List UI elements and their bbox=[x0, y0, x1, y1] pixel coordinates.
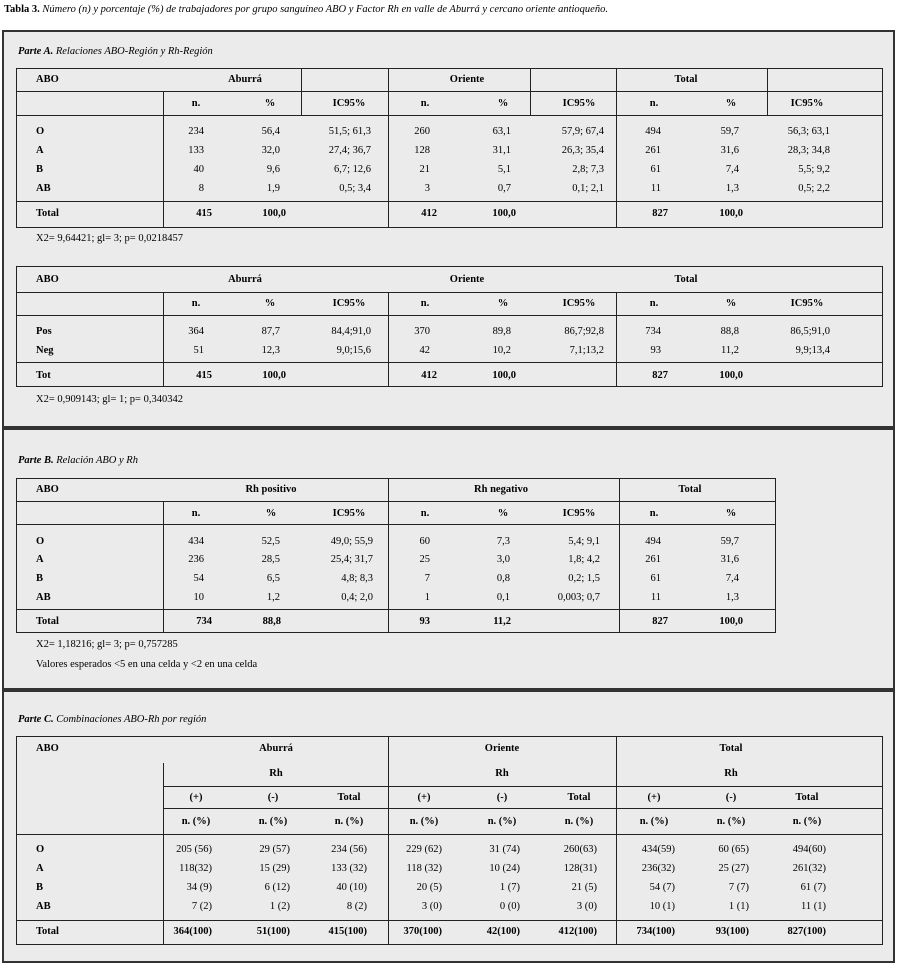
table-cell: 57,9; 67,4 bbox=[561, 126, 604, 137]
sub-header: % bbox=[264, 298, 276, 309]
table-cell: 260(63) bbox=[563, 844, 597, 855]
sub-header: n. (%) bbox=[487, 816, 517, 827]
total-cell: 415(100) bbox=[328, 926, 367, 937]
divider bbox=[16, 920, 883, 921]
table-cell: 6 (12) bbox=[264, 882, 290, 893]
table-cell: 8 bbox=[198, 183, 204, 194]
table-cell: 89,8 bbox=[492, 326, 511, 337]
table-cell: 93 bbox=[650, 345, 661, 356]
total-cell: 412(100) bbox=[558, 926, 597, 937]
total-cell: 827 bbox=[652, 370, 668, 381]
table-cell: 7,1;13,2 bbox=[569, 345, 604, 356]
stat-text: X2= 0,909143; gl= 1; p= 0,340342 bbox=[36, 394, 183, 405]
table-cell: 5,5; 9,2 bbox=[798, 164, 830, 175]
table-cell: 434 bbox=[188, 536, 204, 547]
table-cell: 234 bbox=[188, 126, 204, 137]
table-cell: 0,1 bbox=[496, 592, 510, 603]
total-label: Total bbox=[36, 208, 59, 219]
table-cell: 7,4 bbox=[725, 164, 739, 175]
table-cell: 28,5 bbox=[261, 554, 280, 565]
table-cell: 3 (0) bbox=[576, 901, 597, 912]
group-header: Oriente bbox=[484, 743, 520, 754]
table-cell: 494(60) bbox=[792, 844, 826, 855]
table-cell: 0,5; 3,4 bbox=[339, 183, 371, 194]
table-cell: 7 (7) bbox=[728, 882, 749, 893]
sub-header: % bbox=[264, 98, 276, 109]
table-cell: 6,7; 12,6 bbox=[333, 164, 371, 175]
sub-header: n. (%) bbox=[409, 816, 439, 827]
table-cell: 1 bbox=[424, 592, 430, 603]
row-label: O bbox=[36, 126, 45, 137]
sub-header: n. bbox=[649, 298, 659, 309]
table-cell: 51,5; 61,3 bbox=[328, 126, 371, 137]
table-cell: 25,4; 31,7 bbox=[330, 554, 373, 565]
table-cell: 29 (57) bbox=[259, 844, 290, 855]
group-header: Oriente bbox=[449, 274, 485, 285]
divider bbox=[619, 478, 620, 633]
table-cell: 32,0 bbox=[261, 145, 280, 156]
total-cell: 100,0 bbox=[492, 208, 516, 219]
total-label: Tot bbox=[36, 370, 51, 381]
sub-header: n. (%) bbox=[792, 816, 822, 827]
table-cell: 364 bbox=[188, 326, 204, 337]
table-cell: 7 (2) bbox=[191, 901, 212, 912]
divider bbox=[16, 91, 883, 92]
divider bbox=[616, 736, 617, 945]
total-label: Total bbox=[36, 926, 59, 937]
table-cell: 11,2 bbox=[721, 345, 739, 356]
table-cell: 88,8 bbox=[720, 326, 739, 337]
table-cell: 0,2; 1,5 bbox=[568, 573, 600, 584]
divider bbox=[16, 609, 776, 610]
divider bbox=[163, 91, 164, 228]
sub-header: IC95% bbox=[332, 508, 366, 519]
table-cell: 4,8; 8,3 bbox=[341, 573, 373, 584]
table-cell: 21 bbox=[419, 164, 430, 175]
total-cell: 100,0 bbox=[719, 370, 743, 381]
table-cell: 31,6 bbox=[720, 145, 739, 156]
table-cell: 49,0; 55,9 bbox=[330, 536, 373, 547]
sub-header: % bbox=[725, 298, 737, 309]
table-cell: 61 bbox=[650, 164, 661, 175]
total-cell: 100,0 bbox=[719, 616, 743, 627]
column-header-abo: ABO bbox=[36, 274, 59, 285]
table-cell: 12,3 bbox=[261, 345, 280, 356]
column-header-abo: ABO bbox=[36, 484, 59, 495]
row-label: B bbox=[36, 573, 44, 584]
table-cell: 31,6 bbox=[720, 554, 739, 565]
table-cell: 54 (7) bbox=[649, 882, 675, 893]
table-cell: 118(32) bbox=[179, 863, 212, 874]
table-cell: 5,1 bbox=[497, 164, 511, 175]
table-cell: 20 (5) bbox=[416, 882, 442, 893]
table-cell: 236 bbox=[188, 554, 204, 565]
rh-header: Rh bbox=[724, 768, 738, 779]
table-cell: 0,5; 2,2 bbox=[798, 183, 830, 194]
sub-header: n. bbox=[420, 98, 430, 109]
group-header: Total bbox=[674, 274, 698, 285]
sub-header: n. bbox=[420, 508, 430, 519]
divider bbox=[616, 292, 617, 387]
group-header: Rh positivo bbox=[245, 484, 297, 495]
sign-header: (+) bbox=[647, 792, 661, 803]
table-cell: 1 (7) bbox=[499, 882, 520, 893]
table-cell: 52,5 bbox=[261, 536, 280, 547]
sign-header: Total bbox=[795, 792, 819, 803]
table-abo-region bbox=[16, 68, 883, 228]
table-cell: 205 (56) bbox=[176, 844, 212, 855]
stat-text: X2= 1,18216; gl= 3; p= 0,757285 bbox=[36, 639, 178, 650]
table-cell: 9,0;15,6 bbox=[336, 345, 371, 356]
table-cell: 434(59) bbox=[641, 844, 675, 855]
table-cell: 10 bbox=[193, 592, 204, 603]
table-cell: 260 bbox=[414, 126, 430, 137]
stat-text: X2= 9,64421; gl= 3; p= 0,0218457 bbox=[36, 233, 183, 244]
table-cell: 7,3 bbox=[496, 536, 510, 547]
table-cell: 494 bbox=[645, 536, 661, 547]
divider bbox=[16, 524, 776, 525]
table-cell: 56,4 bbox=[261, 126, 280, 137]
row-label: O bbox=[36, 844, 45, 855]
group-header: Rh negativo bbox=[474, 484, 528, 495]
group-header: Oriente bbox=[449, 74, 485, 85]
table-cell: 11 bbox=[650, 183, 661, 194]
divider bbox=[163, 763, 164, 945]
total-cell: 100,0 bbox=[492, 370, 516, 381]
table-cell: 15 (29) bbox=[259, 863, 290, 874]
group-header: Aburrá bbox=[259, 743, 293, 754]
table-cell: 26,3; 35,4 bbox=[561, 145, 604, 156]
group-header: Total bbox=[678, 484, 702, 495]
sub-header: % bbox=[497, 98, 509, 109]
sub-header: % bbox=[265, 508, 277, 519]
sub-header: n. bbox=[649, 98, 659, 109]
table-cell: 1 (1) bbox=[728, 901, 749, 912]
table-cell: 11 bbox=[650, 592, 661, 603]
divider bbox=[16, 501, 776, 502]
divider bbox=[16, 362, 883, 363]
table-cell: 60 bbox=[419, 536, 430, 547]
table-cell: 40 (10) bbox=[336, 882, 367, 893]
table-cell: 128 bbox=[414, 145, 430, 156]
table-cell: 0,8 bbox=[496, 573, 510, 584]
table-cell: 494 bbox=[645, 126, 661, 137]
sub-header: n. (%) bbox=[716, 816, 746, 827]
total-cell: 415 bbox=[196, 208, 212, 219]
group-header: Total bbox=[674, 74, 698, 85]
table-cell: 42 bbox=[419, 345, 430, 356]
divider bbox=[301, 68, 302, 115]
table-cell: 234 (56) bbox=[331, 844, 367, 855]
total-cell: 51(100) bbox=[256, 926, 290, 937]
table-cell: 21 (5) bbox=[571, 882, 597, 893]
divider bbox=[388, 68, 389, 228]
table-cell: 11 (1) bbox=[801, 901, 826, 912]
sub-header: IC95% bbox=[562, 298, 596, 309]
table-cell: 5,4; 9,1 bbox=[568, 536, 600, 547]
sub-header: % bbox=[497, 508, 509, 519]
row-label: Neg bbox=[36, 345, 54, 356]
row-label: A bbox=[36, 145, 44, 156]
table-cell: 0,003; 0,7 bbox=[557, 592, 600, 603]
divider bbox=[767, 68, 768, 115]
total-cell: 100,0 bbox=[262, 370, 286, 381]
sub-header: % bbox=[725, 508, 737, 519]
total-cell: 415 bbox=[196, 370, 212, 381]
table-cell: 1,2 bbox=[266, 592, 280, 603]
divider bbox=[16, 201, 883, 202]
sub-header: IC95% bbox=[332, 298, 366, 309]
row-label: B bbox=[36, 882, 44, 893]
table-cell: 40 bbox=[193, 164, 204, 175]
divider bbox=[530, 68, 531, 115]
table-cell: 59,7 bbox=[720, 536, 739, 547]
table-cell: 0,4; 2,0 bbox=[341, 592, 373, 603]
table-cell: 86,5;91,0 bbox=[790, 326, 830, 337]
table-cell: 1 (2) bbox=[269, 901, 290, 912]
table-cell: 54 bbox=[193, 573, 204, 584]
sub-header: IC95% bbox=[332, 98, 366, 109]
table-cell: 25 (27) bbox=[718, 863, 749, 874]
total-cell: 88,8 bbox=[262, 616, 281, 627]
divider bbox=[163, 786, 883, 787]
total-cell: 827 bbox=[652, 208, 668, 219]
sign-header: (-) bbox=[496, 792, 508, 803]
table-cell: 1,3 bbox=[725, 183, 739, 194]
table-cell: 61 (7) bbox=[800, 882, 826, 893]
total-cell: 93(100) bbox=[715, 926, 749, 937]
row-label: AB bbox=[36, 592, 51, 603]
part-a-title: Parte A. Relaciones ABO-Región y Rh-Región bbox=[18, 46, 213, 57]
sign-header: (+) bbox=[417, 792, 431, 803]
sub-header: IC95% bbox=[562, 508, 596, 519]
sub-header: n. bbox=[649, 508, 659, 519]
sub-header: IC95% bbox=[562, 98, 596, 109]
divider bbox=[616, 68, 617, 228]
table-cell: 27,4; 36,7 bbox=[328, 145, 371, 156]
sign-header: (+) bbox=[189, 792, 203, 803]
table-cell: 1,9 bbox=[266, 183, 280, 194]
table-cell: 10 (24) bbox=[489, 863, 520, 874]
table-cell: 63,1 bbox=[492, 126, 511, 137]
table-cell: 84,4;91,0 bbox=[331, 326, 371, 337]
divider bbox=[16, 292, 883, 293]
rh-header: Rh bbox=[269, 768, 283, 779]
table-caption bbox=[4, 4, 608, 15]
table-cell: 59,7 bbox=[720, 126, 739, 137]
caption-text: Número (n) y porcentaje (%) de trabajadores por grupo sanguíneo ABO y Factor Rh en valle de Aburrá y cercano oriente antioqueño. bbox=[42, 4, 608, 15]
total-cell: 827 bbox=[652, 616, 668, 627]
sub-header: n. (%) bbox=[181, 816, 211, 827]
sign-header: (-) bbox=[725, 792, 737, 803]
row-label: B bbox=[36, 164, 44, 175]
table-cell: 28,3; 34,8 bbox=[787, 145, 830, 156]
table-cell: 25 bbox=[419, 554, 430, 565]
part-c-title: Parte C. Combinaciones ABO-Rh por región bbox=[18, 714, 207, 725]
divider bbox=[163, 501, 164, 633]
sub-header: % bbox=[497, 298, 509, 309]
total-cell: 734(100) bbox=[636, 926, 675, 937]
divider bbox=[16, 315, 883, 316]
table-cell: 0,1; 2,1 bbox=[572, 183, 604, 194]
table-cell: 86,7;92,8 bbox=[564, 326, 604, 337]
column-header-abo: ABO bbox=[36, 743, 59, 754]
part-b-title: Parte B. Relación ABO y Rh bbox=[18, 455, 138, 466]
sub-header: n. (%) bbox=[334, 816, 364, 827]
divider bbox=[16, 834, 883, 835]
table-cell: 236(32) bbox=[641, 863, 675, 874]
rh-header: Rh bbox=[495, 768, 509, 779]
table-cell: 3,0 bbox=[496, 554, 510, 565]
total-cell: 11,2 bbox=[493, 616, 511, 627]
table-cell: 118 (32) bbox=[406, 863, 442, 874]
table-cell: 0,7 bbox=[497, 183, 511, 194]
table-cell: 9,9;13,4 bbox=[795, 345, 830, 356]
divider bbox=[388, 292, 389, 387]
total-cell: 100,0 bbox=[719, 208, 743, 219]
table-cell: 2,8; 7,3 bbox=[572, 164, 604, 175]
table-cell: 370 bbox=[414, 326, 430, 337]
caption-label: Tabla 3. bbox=[4, 4, 40, 15]
row-label: AB bbox=[36, 183, 51, 194]
group-header: Total bbox=[719, 743, 743, 754]
total-cell: 370(100) bbox=[403, 926, 442, 937]
sub-header: n. bbox=[420, 298, 430, 309]
table-cell: 56,3; 63,1 bbox=[787, 126, 830, 137]
group-header: Aburrá bbox=[228, 274, 262, 285]
table-cell: 734 bbox=[645, 326, 661, 337]
sub-header: n. (%) bbox=[258, 816, 288, 827]
total-cell: 364(100) bbox=[173, 926, 212, 937]
sub-header: IC95% bbox=[790, 298, 824, 309]
table-cell: 60 (65) bbox=[718, 844, 749, 855]
table-cell: 8 (2) bbox=[346, 901, 367, 912]
table-cell: 61 bbox=[650, 573, 661, 584]
table-cell: 34 (9) bbox=[186, 882, 212, 893]
table-cell: 9,6 bbox=[266, 164, 280, 175]
table-cell: 3 bbox=[424, 183, 430, 194]
table-cell: 261(32) bbox=[792, 863, 826, 874]
row-label: A bbox=[36, 863, 44, 874]
divider bbox=[163, 292, 164, 387]
divider bbox=[388, 478, 389, 633]
table-cell: 229 (62) bbox=[406, 844, 442, 855]
group-header: Aburrá bbox=[228, 74, 262, 85]
total-cell: 42(100) bbox=[486, 926, 520, 937]
table-cell: 3 (0) bbox=[421, 901, 442, 912]
table-cell: 261 bbox=[645, 554, 661, 565]
table-cell: 6,5 bbox=[266, 573, 280, 584]
sub-header: n. bbox=[191, 298, 201, 309]
table-cell: 1,3 bbox=[725, 592, 739, 603]
sign-header: Total bbox=[567, 792, 591, 803]
table-cell: 31 (74) bbox=[489, 844, 520, 855]
note-text: Valores esperados <5 en una celda y <2 en una celda bbox=[36, 659, 258, 670]
column-header-abo: ABO bbox=[36, 74, 59, 85]
table-cell: 0 (0) bbox=[499, 901, 520, 912]
total-cell: 412 bbox=[421, 370, 437, 381]
table-cell: 128(31) bbox=[563, 863, 597, 874]
table-cell: 87,7 bbox=[261, 326, 280, 337]
total-label: Total bbox=[36, 616, 59, 627]
sub-header: n. (%) bbox=[564, 816, 594, 827]
table-cell: 7,4 bbox=[725, 573, 739, 584]
table-cell: 133 bbox=[188, 145, 204, 156]
total-cell: 827(100) bbox=[787, 926, 826, 937]
total-cell: 100,0 bbox=[262, 208, 286, 219]
table-cell: 10,2 bbox=[492, 345, 511, 356]
row-label: Pos bbox=[36, 326, 52, 337]
sign-header: Total bbox=[337, 792, 361, 803]
table-cell: 1,8; 4,2 bbox=[568, 554, 600, 565]
table-cell: 133 (32) bbox=[331, 863, 367, 874]
table-cell: 51 bbox=[193, 345, 204, 356]
table-abo-rh-region bbox=[16, 736, 883, 945]
sub-header: n. (%) bbox=[639, 816, 669, 827]
table-cell: 261 bbox=[645, 145, 661, 156]
table-cell: 10 (1) bbox=[649, 901, 675, 912]
total-cell: 93 bbox=[419, 616, 430, 627]
sub-header: n. bbox=[191, 98, 201, 109]
row-label: O bbox=[36, 536, 45, 547]
sub-header: IC95% bbox=[790, 98, 824, 109]
divider bbox=[163, 808, 883, 809]
sign-header: (-) bbox=[267, 792, 279, 803]
sub-header: n. bbox=[191, 508, 201, 519]
row-label: AB bbox=[36, 901, 51, 912]
table-cell: 31,1 bbox=[492, 145, 511, 156]
divider bbox=[388, 736, 389, 945]
table-cell: 7 bbox=[424, 573, 430, 584]
sub-header: % bbox=[725, 98, 737, 109]
divider bbox=[16, 115, 883, 116]
total-cell: 734 bbox=[196, 616, 212, 627]
total-cell: 412 bbox=[421, 208, 437, 219]
row-label: A bbox=[36, 554, 44, 565]
